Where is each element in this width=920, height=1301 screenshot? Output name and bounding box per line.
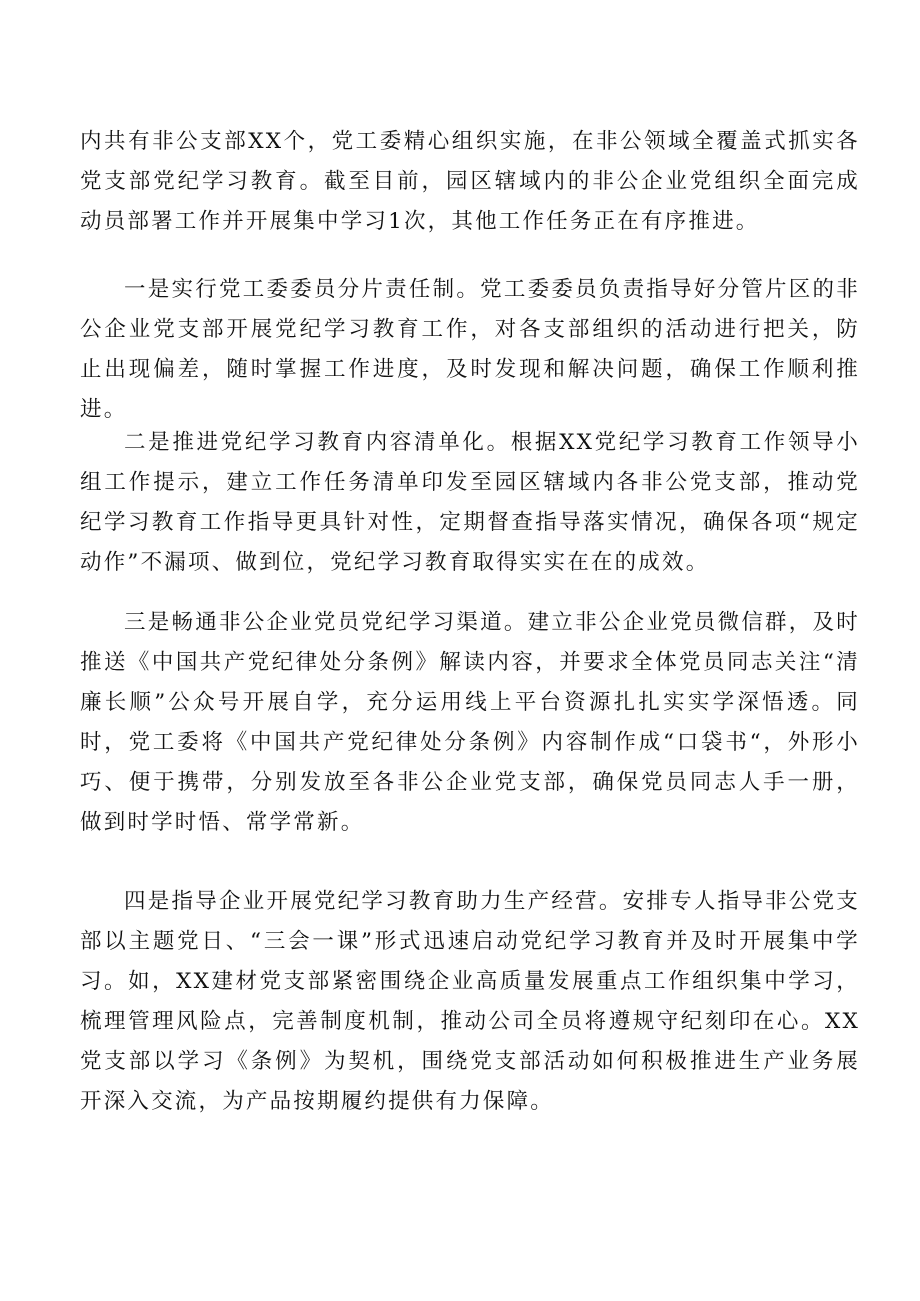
paragraph-text: 四是指导企业开展党纪学习教育助力生产经营。安排专人指导非公党支部以主题党日、“三会一课”形式迅速启动党纪学习教育并及时开展集中学习。如，XX建材党支部紧密围绕企业高质量发展重点工作组织集中学习，梳理管理风险点，完善制度机制，推动公司全员将遵规守纪刻印在心。XX党支部以学习《条例》为契机，围绕党支部活动如何积极推进生产业务展开深入交流，为产品按期履约提供有力保障。 bbox=[80, 889, 860, 1114]
paragraph-text: 内共有非公支部XX个，党工委精心组织实施，在非公领域全覆盖式抓实各党支部党纪学习教育。截至目前，园区辖域内的非公企业党组织全面完成动员部署工作并开展集中学习1次，其他工作任务正在有序推进。 bbox=[80, 129, 860, 234]
paragraph-text: 三是畅通非公企业党员党纪学习渠道。建立非公企业党员微信群，及时推送《中国共产党纪律处分条例》解读内容，并要求全体党员同志关注“清廉长顺”公众号开展自学，充分运用线上平台资源扎扎实实学深悟透。同时，党工委将《中国共产党纪律处分条例》内容制作成“口袋书“，外形小巧、便于携带，分别发放至各非公企业党支部，确保党员同志人手一册，做到时学时悟、常学常新。 bbox=[80, 610, 860, 835]
paragraph-item-three bbox=[80, 603, 860, 843]
paragraph-item-one bbox=[80, 270, 860, 430]
paragraph-item-two bbox=[80, 423, 860, 583]
paragraph-text: 二是推进党纪学习教育内容清单化。根据XX党纪学习教育工作领导小组工作提示，建立工作任务清单印发至园区辖域内各非公党支部，推动党纪学习教育工作指导更具针对性，定期督查指导落实情况，确保各项“规定动作”不漏项、做到位，党纪学习教育取得实实在在的成效。 bbox=[80, 430, 860, 575]
paragraph-text: 一是实行党工委委员分片责任制。党工委委员负责指导好分管片区的非公企业党支部开展党纪学习教育工作，对各支部组织的活动进行把关，防止出现偏差，随时掌握工作进度，及时发现和解决问题，确保工作顺利推进。 bbox=[80, 277, 860, 422]
paragraph-intro bbox=[80, 122, 860, 242]
paragraph-item-four bbox=[80, 882, 860, 1122]
